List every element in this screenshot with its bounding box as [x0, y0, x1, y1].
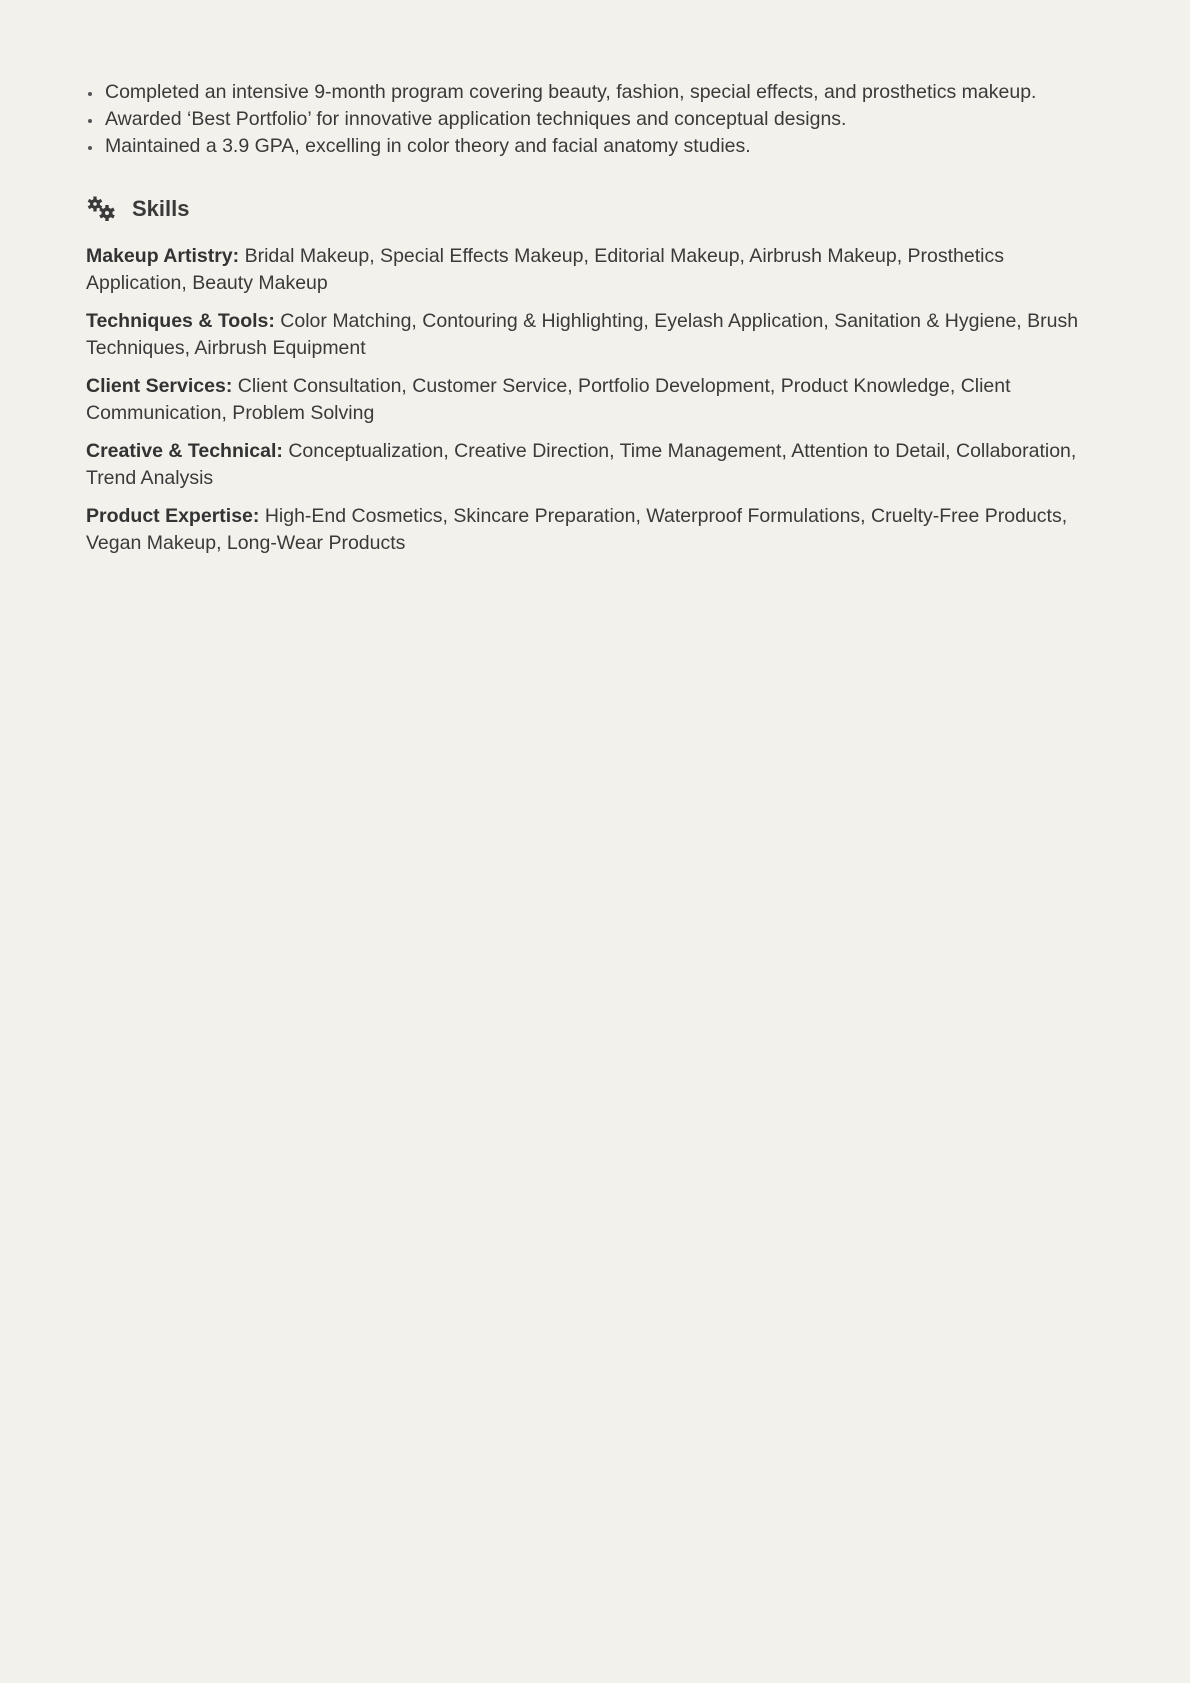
- skill-group-client-services: [86, 373, 1106, 427]
- skill-text: Bridal Makeup, Special Effects Makeup, Editorial Makeup, Airbrush Makeup, Prosthetics Application, Beauty Makeup: [86, 245, 1005, 294]
- education-bullet: Completed an intensive 9-month program covering beauty, fashion, special effects, and prosthetics makeup.: [105, 79, 1106, 106]
- education-bullet-list: [86, 79, 1106, 160]
- skill-label: Product Expertise:: [86, 505, 260, 527]
- resume-page: [86, 79, 1106, 568]
- skill-label: Makeup Artistry:: [86, 245, 240, 267]
- skill-text: Client Consultation, Customer Service, Portfolio Development, Product Knowledge, Client Communication, Problem Solving: [86, 375, 1011, 424]
- skill-group-techniques-tools: [86, 308, 1106, 362]
- skill-label: Client Services:: [86, 375, 233, 397]
- skills-title: Skills: [132, 196, 190, 221]
- education-bullet: Awarded ‘Best Portfolio’ for innovative application techniques and conceptual designs.: [105, 106, 1106, 133]
- skill-text: High-End Cosmetics, Skincare Preparation, Waterproof Formulations, Cruelty-Free Products, Vegan Makeup, Long-Wear Products: [86, 505, 1068, 554]
- gears-icon: [86, 196, 116, 222]
- skill-group-makeup-artistry: [86, 243, 1106, 297]
- skill-label: Creative & Technical:: [86, 440, 283, 462]
- skill-group-creative-technical: [86, 438, 1106, 492]
- education-bullet: Maintained a 3.9 GPA, excelling in color theory and facial anatomy studies.: [105, 133, 1106, 160]
- skill-label: Techniques & Tools:: [86, 310, 275, 332]
- skill-group-product-expertise: [86, 503, 1106, 557]
- skill-text: Conceptualization, Creative Direction, Time Management, Attention to Detail, Collaboration, Trend Analysis: [86, 440, 1077, 489]
- skills-heading: [86, 194, 1106, 224]
- skill-text: Color Matching, Contouring & Highlighting, Eyelash Application, Sanitation & Hygiene, Brush Techniques, Airbrush Equipment: [86, 310, 1079, 359]
